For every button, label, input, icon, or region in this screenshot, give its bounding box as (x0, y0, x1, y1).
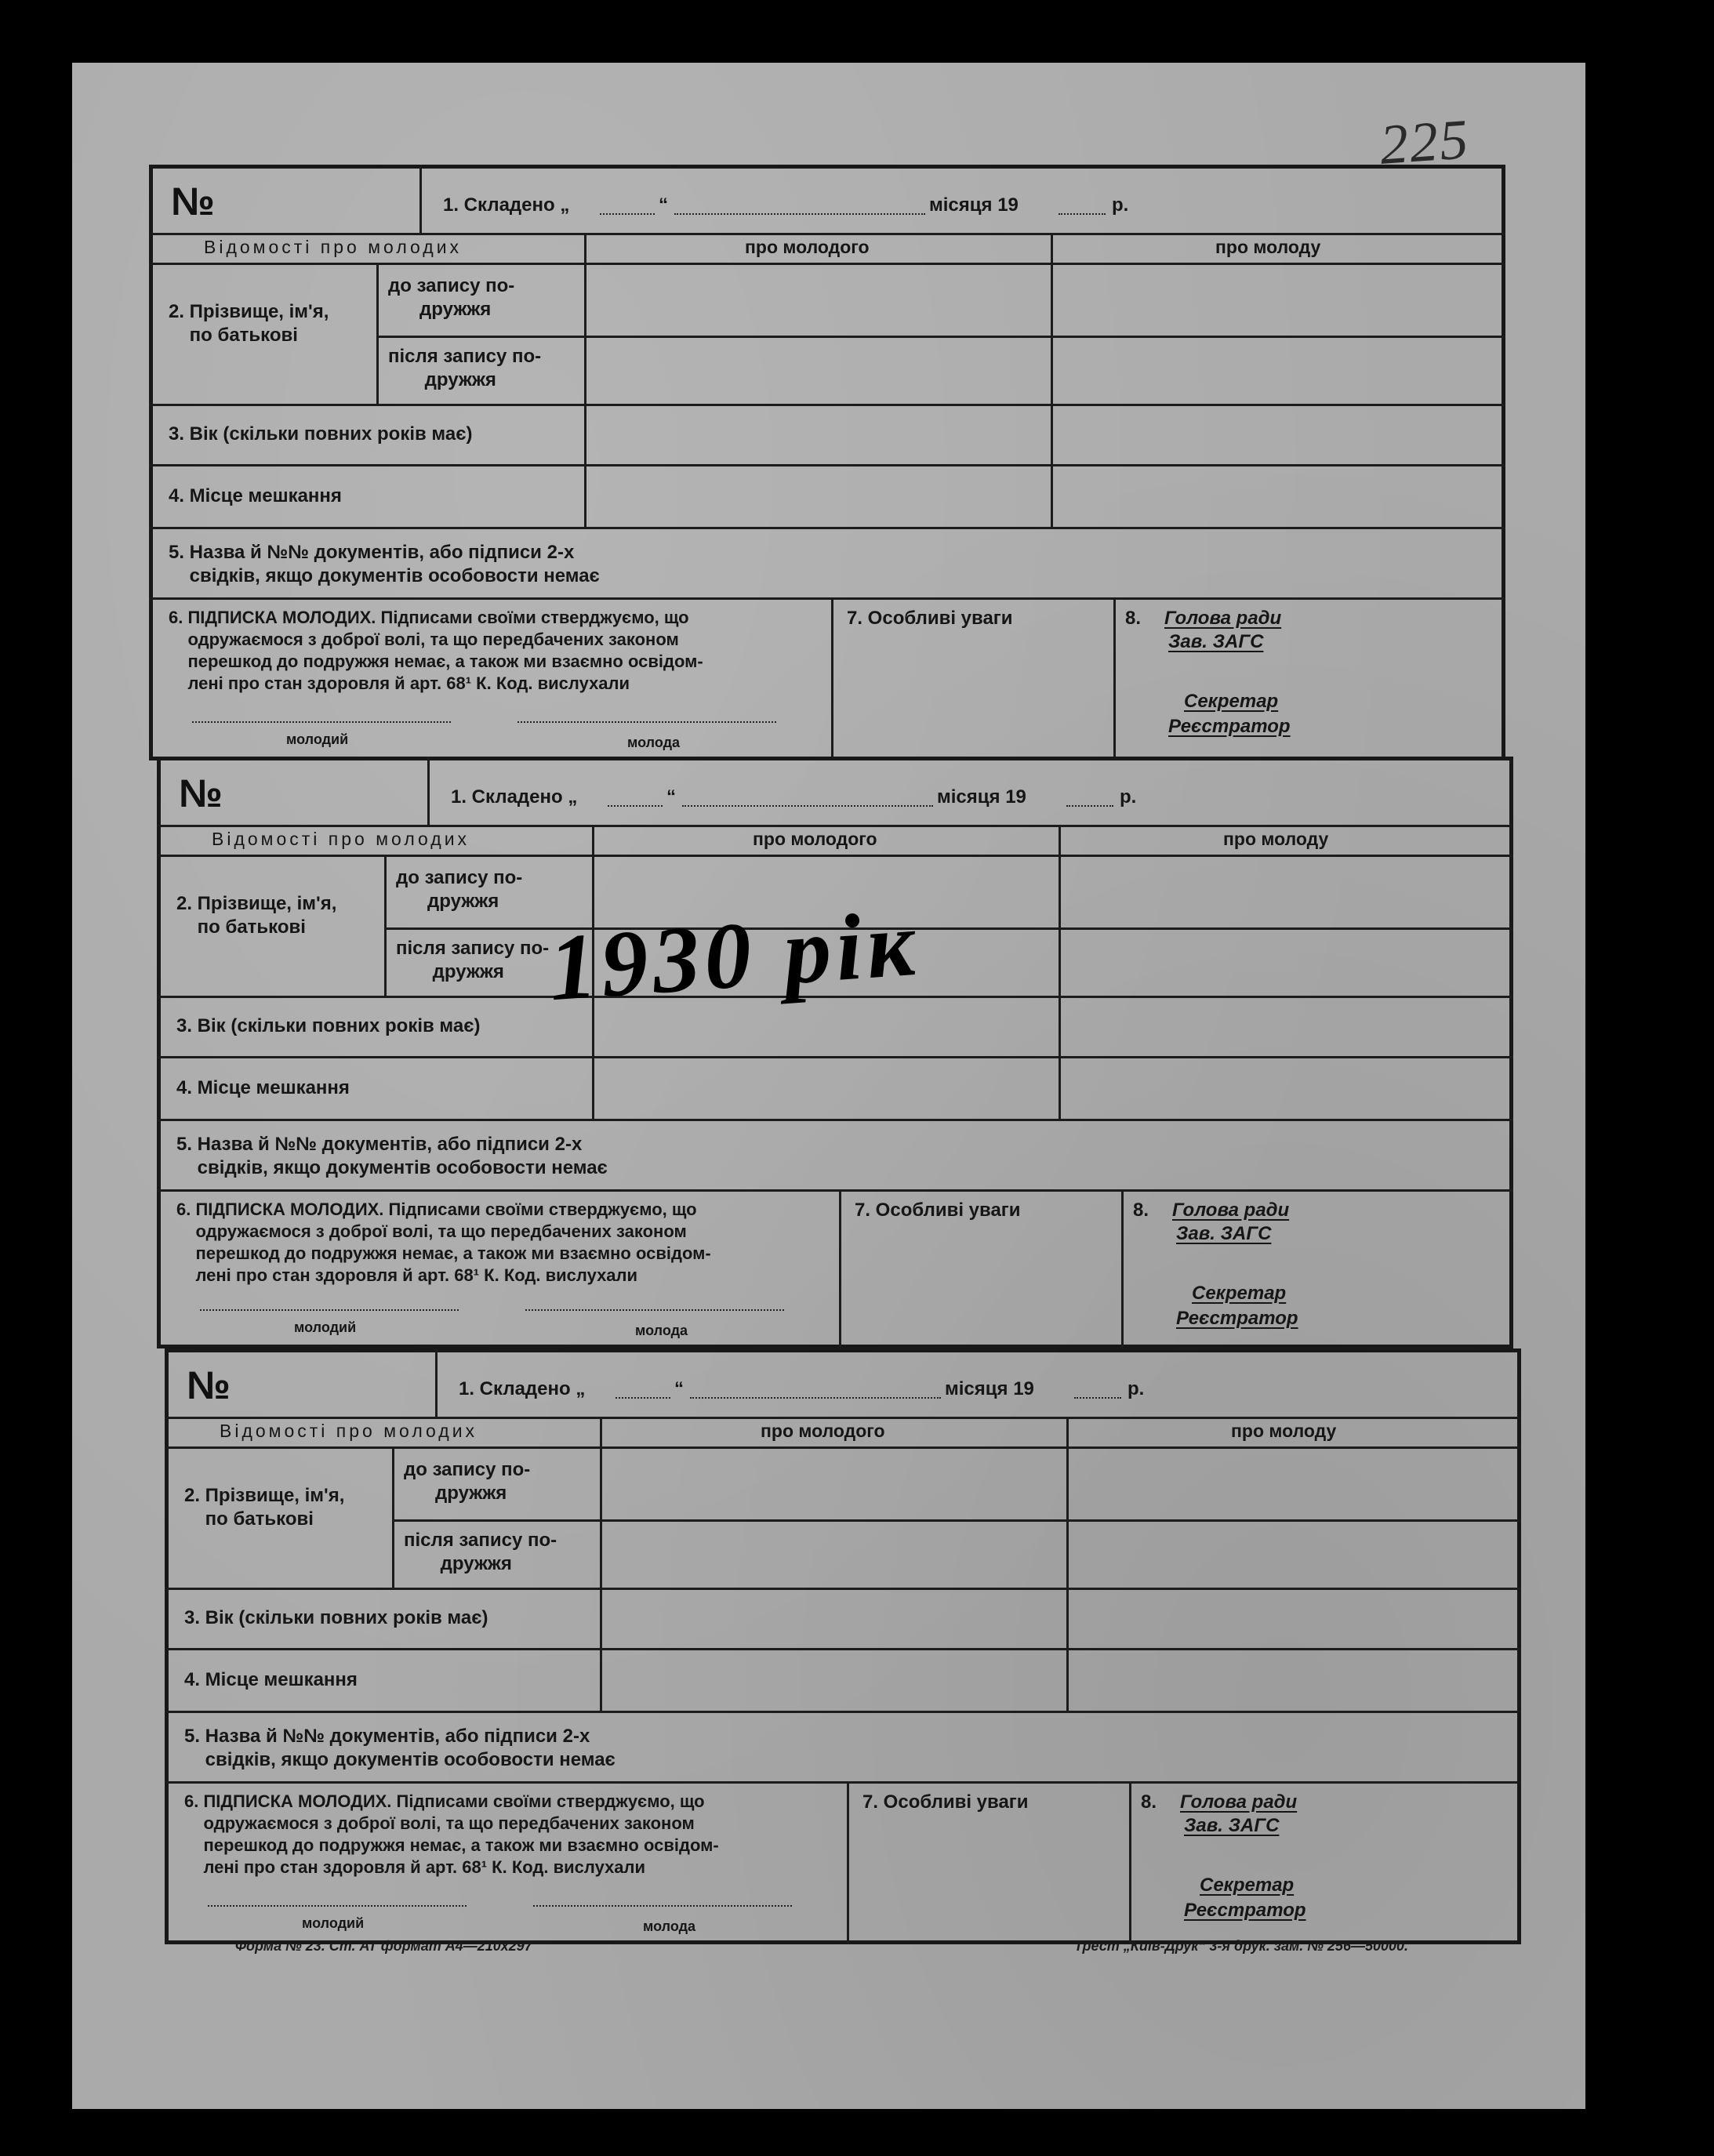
col-groom-left (600, 1417, 602, 1711)
age-label: 3. Вік (скільки повних років має) (176, 1015, 481, 1036)
col-number (435, 1348, 438, 1417)
row-divider (165, 1711, 1521, 1713)
col-bride-left (1051, 233, 1053, 527)
groom-header: про молодого (745, 237, 870, 257)
signature-label: 6. ПІДПИСКА МОЛОДИХ. Підписами своїми стверджуємо, що одружаємося з доброї волі, та що передбачених законом перешкод до подружжя немає, а також ми взаємно освідом- лені про стан здоровля й арт. 68¹ К. Код. вислухали (176, 1200, 711, 1285)
month-label: місяця 19 (945, 1378, 1034, 1399)
quote-close: “ (659, 194, 668, 216)
row-divider (165, 1588, 1521, 1590)
col-remarks-left (839, 1189, 841, 1348)
groom-header: про молодого (753, 829, 877, 849)
month-field (674, 213, 925, 215)
head-prefix: 8. (1125, 608, 1142, 629)
groom-signature-line (192, 721, 451, 723)
name-subdivider (376, 336, 1505, 338)
year-field (1074, 1397, 1121, 1399)
row-divider (149, 263, 1505, 265)
secretary-label: Секретар (1184, 691, 1279, 712)
col-name-sub (392, 1446, 394, 1588)
day-field (608, 805, 663, 807)
page-number: 225 (1378, 107, 1472, 176)
bride-signature-line (533, 1905, 792, 1907)
bride-signature-line (517, 721, 776, 723)
col-officials-left (1113, 597, 1116, 760)
secretary-label: Секретар (1200, 1875, 1295, 1896)
bride-header: про молоду (1215, 237, 1321, 257)
year-suffix: р. (1128, 1378, 1145, 1399)
footer-print-info: Трест „Київ-Друк“ 3-я друк. зам. № 256—50000. (1074, 1938, 1409, 1954)
name-label: 2. Прізвище, ім'я, по батькові (184, 1485, 345, 1530)
row-divider (157, 1056, 1513, 1058)
day-field (616, 1397, 670, 1399)
row-divider (149, 404, 1505, 406)
col-bride-left (1059, 825, 1061, 1119)
zags-label: Зав. ЗАГС (1168, 631, 1264, 652)
groom-signature-caption: молодий (286, 731, 349, 747)
zags-label: Зав. ЗАГС (1176, 1223, 1272, 1244)
row-divider (165, 1446, 1521, 1449)
col-officials-left (1129, 1781, 1131, 1944)
row-divider (165, 1781, 1521, 1784)
day-field (600, 213, 655, 215)
bride-signature-caption: молода (627, 735, 681, 750)
secretary-label: Секретар (1192, 1283, 1287, 1304)
month-field (682, 805, 933, 807)
residence-label: 4. Місце мешкання (184, 1669, 358, 1690)
head-label: Голова ради (1172, 1200, 1290, 1221)
year-field (1059, 213, 1106, 215)
residence-label: 4. Місце мешкання (169, 485, 342, 506)
head-label: Голова ради (1164, 608, 1282, 629)
year-field (1066, 805, 1113, 807)
row-divider (157, 1189, 1513, 1192)
info-header: Відомості про молодих (212, 829, 470, 849)
name-subdivider (392, 1519, 1521, 1522)
col-number (427, 757, 430, 825)
bride-signature-caption: молода (643, 1918, 696, 1934)
signature-label: 6. ПІДПИСКА МОЛОДИХ. Підписами своїми стверджуємо, що одружаємося з доброї волі, та що передбачених законом перешкод до подружжя немає, а також ми взаємно освідом- лені про стан здоровля й арт. 68¹ К. Код. вислухали (169, 608, 703, 693)
year-suffix: р. (1112, 194, 1129, 216)
composed-label: 1. Складено „ (443, 194, 570, 216)
head-label: Голова ради (1180, 1791, 1298, 1813)
after-marriage-label: після запису по- дружжя (404, 1530, 557, 1574)
groom-signature-line (208, 1905, 467, 1907)
row-divider (157, 855, 1513, 857)
record-number-label: № (171, 180, 215, 223)
registrar-label: Реєстратор (1176, 1308, 1298, 1329)
before-marriage-label: до запису по- дружжя (404, 1459, 531, 1504)
groom-signature-caption: молодий (294, 1319, 357, 1335)
col-remarks-left (831, 597, 833, 760)
composed-label: 1. Складено „ (451, 786, 578, 808)
month-label: місяця 19 (929, 194, 1019, 216)
year-stamp: 1930 рік (545, 890, 923, 1021)
documents-label: 5. Назва й №№ документів, або підписи 2-х свідків, якщо документів особовости немає (176, 1134, 608, 1178)
remarks-label: 7. Особливі уваги (847, 608, 1013, 629)
after-marriage-label: після запису по- дружжя (388, 346, 542, 390)
zags-label: Зав. ЗАГС (1184, 1815, 1280, 1836)
head-prefix: 8. (1133, 1200, 1149, 1221)
bride-header: про молоду (1223, 829, 1329, 849)
documents-label: 5. Назва й №№ документів, або підписи 2-х свідків, якщо документів особовости немає (169, 542, 600, 586)
month-field (690, 1397, 941, 1399)
registrar-label: Реєстратор (1184, 1900, 1306, 1921)
bride-header: про молоду (1231, 1421, 1337, 1441)
bride-signature-line (525, 1309, 784, 1311)
col-officials-left (1121, 1189, 1124, 1348)
head-prefix: 8. (1141, 1791, 1157, 1813)
age-label: 3. Вік (скільки повних років має) (169, 423, 473, 445)
remarks-label: 7. Особливі уваги (855, 1200, 1021, 1221)
registrar-label: Реєстратор (1168, 716, 1291, 737)
row-divider (149, 464, 1505, 466)
info-header: Відомості про молодих (204, 237, 463, 257)
after-marriage-label: після запису по- дружжя (396, 938, 550, 982)
residence-label: 4. Місце мешкання (176, 1077, 350, 1098)
name-label: 2. Прізвище, ім'я, по батькові (176, 893, 337, 938)
remarks-label: 7. Особливі уваги (862, 1791, 1029, 1813)
quote-close: “ (666, 786, 676, 808)
info-header: Відомості про молодих (220, 1421, 478, 1441)
age-label: 3. Вік (скільки повних років має) (184, 1607, 488, 1628)
row-divider (165, 1648, 1521, 1650)
groom-header: про молодого (761, 1421, 885, 1441)
documents-label: 5. Назва й №№ документів, або підписи 2-х свідків, якщо документів особовости немає (184, 1726, 616, 1770)
record-number-label: № (179, 771, 223, 815)
col-name-sub (376, 263, 379, 404)
col-groom-left (584, 233, 586, 527)
before-marriage-label: до запису по- дружжя (388, 275, 515, 320)
groom-signature-caption: молодий (302, 1915, 365, 1931)
composed-label: 1. Складено „ (459, 1378, 586, 1399)
signature-label: 6. ПІДПИСКА МОЛОДИХ. Підписами своїми стверджуємо, що одружаємося з доброї волі, та що передбачених законом перешкод до подружжя немає, а також ми взаємно освідом- лені про стан здоровля й арт. 68¹ К. Код. вислухали (184, 1791, 719, 1877)
row-divider (149, 527, 1505, 529)
bride-signature-caption: молода (635, 1323, 688, 1338)
groom-signature-line (200, 1309, 459, 1311)
row-divider (157, 1119, 1513, 1121)
row-divider (149, 597, 1505, 600)
before-marriage-label: до запису по- дружжя (396, 867, 523, 912)
col-number (419, 165, 422, 233)
col-name-sub (384, 855, 387, 996)
year-suffix: р. (1120, 786, 1137, 808)
quote-close: “ (674, 1378, 684, 1399)
footer-form-info: Форма № 23. Ст. АТ формат А4—210х297 (235, 1938, 532, 1954)
name-label: 2. Прізвище, ім'я, по батькові (169, 301, 329, 346)
month-label: місяця 19 (937, 786, 1026, 808)
col-bride-left (1066, 1417, 1069, 1711)
record-number-label: № (187, 1363, 231, 1407)
col-remarks-left (847, 1781, 849, 1944)
